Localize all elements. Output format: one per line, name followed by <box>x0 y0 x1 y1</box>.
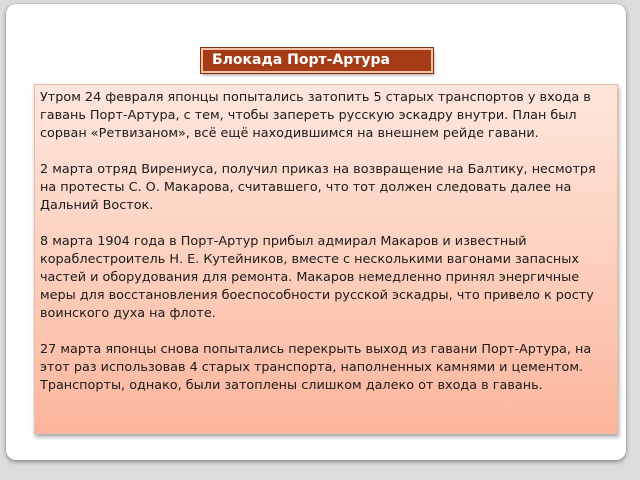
slide-title: Блокада Порт-Артура <box>201 48 433 73</box>
paragraph: 8 марта 1904 года в Порт-Артур прибыл адмирал Макаров и известный кораблестроитель Н. Е. Кутейников, вместе с несколькими вагонами запасных частей и оборудования для ремонта. Макаров немедленно принял энергичные меры для восстановления боеспособности русской эскадры, что привело к росту воинского духа на флоте. <box>40 234 594 321</box>
slide-canvas <box>6 4 626 460</box>
text-body <box>34 84 618 434</box>
paragraph: Утром 24 февраля японцы попытались затопить 5 старых транспортов у входа в гавань Порт-Артура, с тем, чтобы запереть русскую эскадру внутри. План был сорван «Ретвизаном», всё ещё находившимся на внешнем рейде гавани. <box>40 90 591 141</box>
paragraph: 27 марта японцы снова попытались перекрыть выход из гавани Порт-Артура, на этот раз использовав 4 старых транспорта, наполненных камнями и цементом. Транспорты, однако, были затоплены слишком далеко от входа в гавань. <box>40 342 592 393</box>
paragraph: 2 марта отряд Вирениуса, получил приказ на возвращение на Балтику, несмотря на протесты С. О. Макарова, считавшего, что тот должен следовать далее на Дальний Восток. <box>40 162 596 213</box>
